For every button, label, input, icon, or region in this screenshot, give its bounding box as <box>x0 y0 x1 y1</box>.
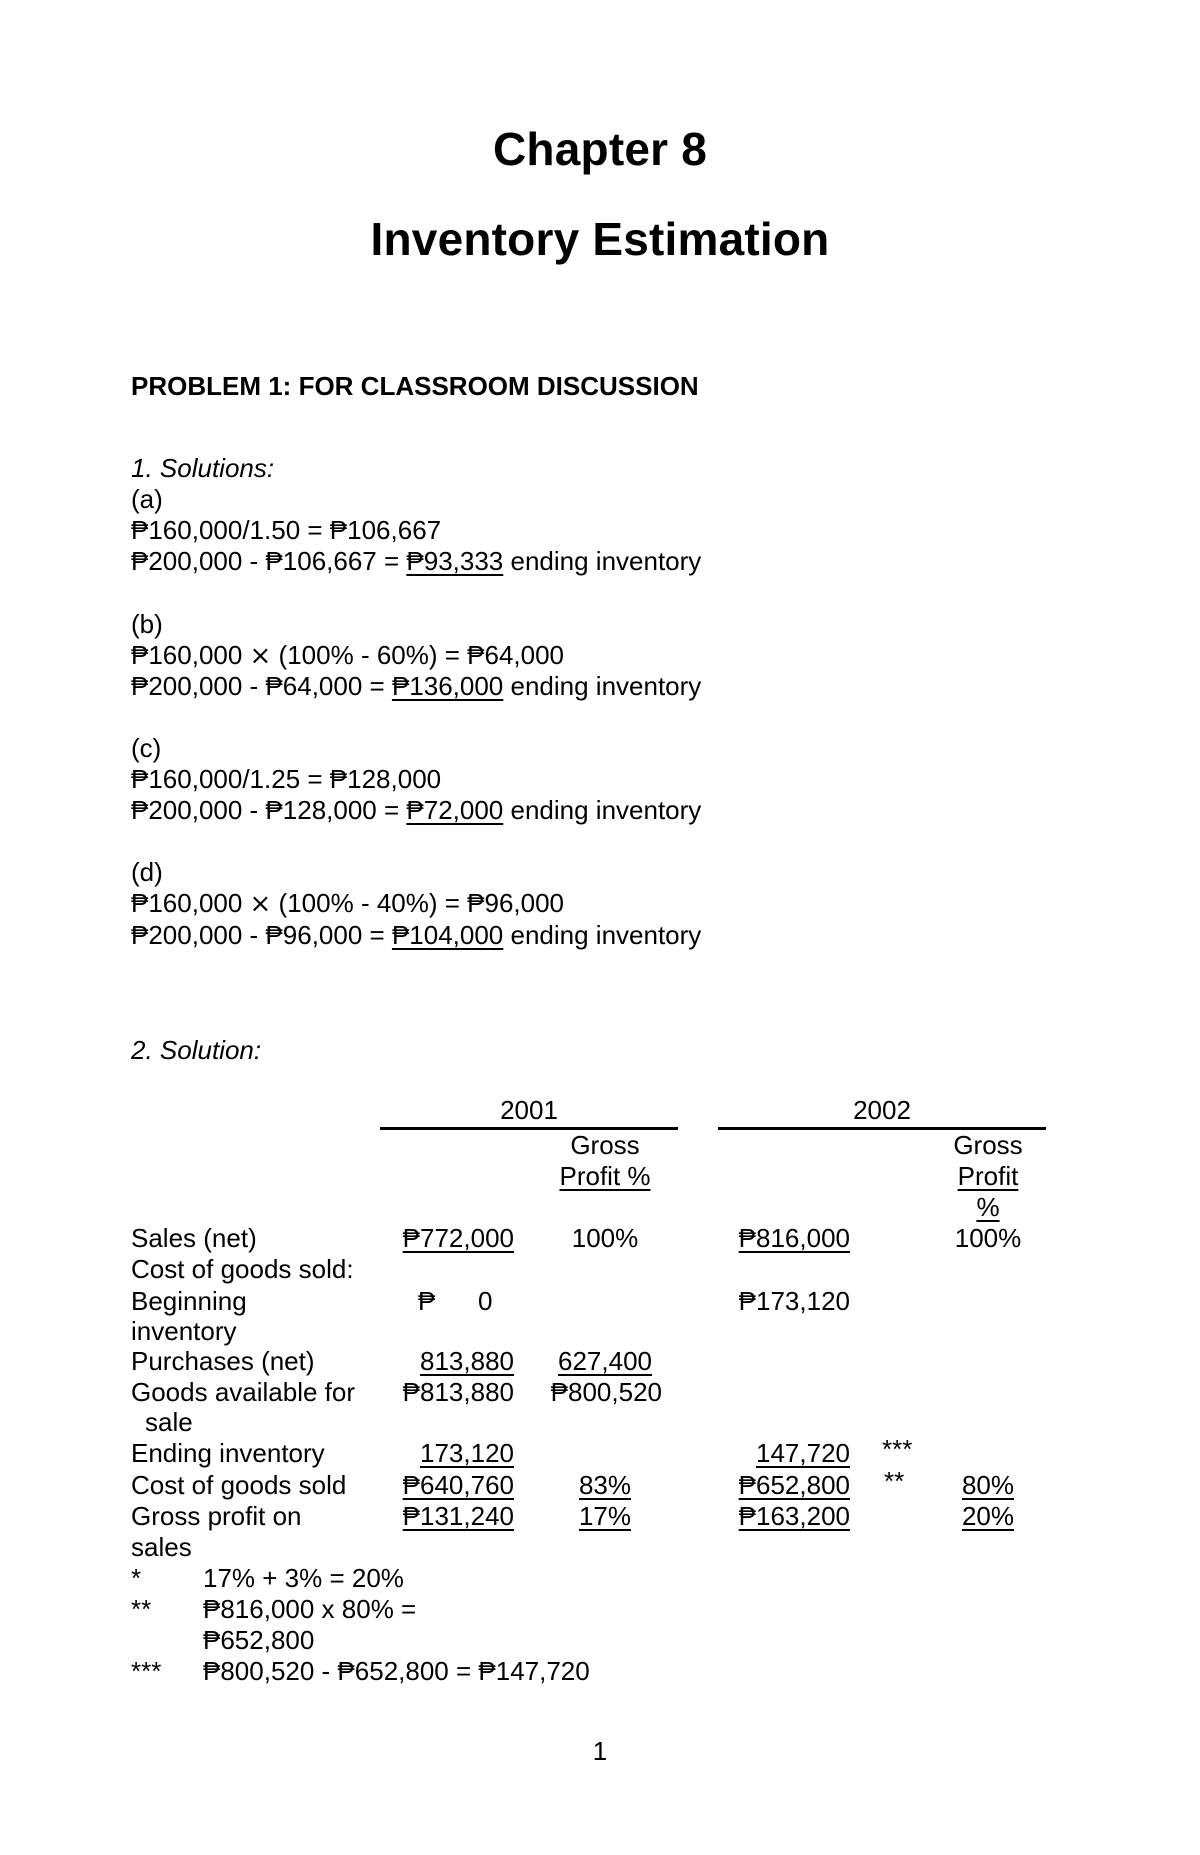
footnote-3-mark: *** <box>131 1656 162 1686</box>
part-b-line1: ₱160,000 ⨯ (100% - 60%) = ₱64,000 <box>131 640 565 670</box>
cgs-2001-pct-value: 83% <box>578 1470 632 1500</box>
cgs-2001-pct <box>540 1470 670 1500</box>
beginning-2001-symbol: ₱ <box>418 1286 436 1316</box>
gp-header-2002-line3 <box>930 1192 1046 1222</box>
part-a-line1: ₱160,000/1.50 = ₱106,667 <box>131 515 442 545</box>
row-label-ending: Ending inventory <box>131 1438 325 1468</box>
gp-2001-value: ₱131,240 <box>402 1501 514 1531</box>
sales-2002-pct: 100% <box>954 1223 1022 1253</box>
beginning-2002-value: ₱173,120 <box>738 1286 850 1316</box>
part-d-amount: ₱104,000 <box>391 920 504 950</box>
footnote-3-text: ₱800,520 - ₱652,800 = ₱147,720 <box>203 1656 590 1686</box>
row-label-gross-profit-2: sales <box>131 1532 192 1562</box>
gp-header-2002-text: Profit <box>957 1161 1019 1191</box>
ending-2001-value: 173,120 <box>420 1438 514 1468</box>
row-label-beginning-1: Beginning <box>131 1286 247 1316</box>
row-label-gross-profit-1: Gross profit on <box>131 1501 302 1531</box>
row-label-purchases: Purchases (net) <box>131 1346 315 1376</box>
part-a-line2 <box>131 546 701 576</box>
gp-2001-pct <box>540 1501 670 1531</box>
cgs-2002-pct <box>930 1470 1046 1500</box>
part-a-calc: ₱200,000 - ₱106,667 = <box>131 546 407 576</box>
purchases-2001 <box>380 1346 514 1376</box>
gp-2002-pct-value: 20% <box>961 1501 1015 1531</box>
goods-available-2001: ₱813,880 <box>402 1377 514 1407</box>
year-2002-header: 2002 <box>853 1095 911 1125</box>
cgs-2002-value: ₱652,800 <box>738 1470 850 1500</box>
beginning-2001-value: 0 <box>478 1286 493 1316</box>
gp-header-2002-line2 <box>930 1161 1046 1191</box>
part-d-line2 <box>131 920 701 950</box>
part-a-suffix: ending inventory <box>503 546 702 576</box>
part-d-calc: ₱200,000 - ₱96,000 = <box>131 920 392 950</box>
sales-2001-pct: 100% <box>571 1223 639 1253</box>
ending-2001 <box>380 1438 514 1468</box>
part-d-suffix: ending inventory <box>503 920 702 950</box>
year-2001-header: 2001 <box>500 1095 558 1125</box>
page-title: Inventory Estimation <box>370 213 830 265</box>
gp-2002-value: ₱163,200 <box>738 1501 850 1531</box>
part-b-amount: ₱136,000 <box>391 671 504 701</box>
part-b-tag: (b) <box>131 609 163 639</box>
ending-2002-value: 147,720 <box>756 1438 850 1468</box>
cgs-2001-value: ₱640,760 <box>402 1470 514 1500</box>
q1-label: 1. Solutions: <box>131 453 275 483</box>
row-label-goods-available-1: Goods available for <box>131 1377 356 1407</box>
part-b-suffix: ending inventory <box>503 671 702 701</box>
row-label-beginning-2: inventory <box>131 1316 237 1346</box>
gp-2002-pct <box>930 1501 1046 1531</box>
gp-header-2002-pct: % <box>976 1192 1000 1222</box>
part-b-line2 <box>131 671 701 701</box>
part-c-calc: ₱200,000 - ₱128,000 = <box>131 795 407 825</box>
footnote-2-text-cont: ₱652,800 <box>203 1625 315 1655</box>
sales-2002 <box>710 1223 850 1253</box>
problem-title: PROBLEM 1: FOR CLASSROOM DISCUSSION <box>131 371 699 401</box>
ending-2002 <box>710 1438 850 1468</box>
part-c-suffix: ending inventory <box>503 795 702 825</box>
purchases-2002-value: 627,400 <box>558 1346 652 1376</box>
sales-2002-value: ₱816,000 <box>738 1223 850 1253</box>
gp-2001 <box>380 1501 514 1531</box>
purchases-2001-value: 813,880 <box>420 1346 514 1376</box>
part-c-line1: ₱160,000/1.25 = ₱128,000 <box>131 764 442 794</box>
gp-header-2001-text: Profit % <box>559 1161 651 1191</box>
footnote-2-mark: ** <box>131 1594 152 1624</box>
sales-2001-value: ₱772,000 <box>402 1223 514 1253</box>
part-a-amount: ₱93,333 <box>406 546 504 576</box>
cgs-2001 <box>380 1470 514 1500</box>
sales-2001 <box>380 1223 514 1253</box>
gp-2002 <box>710 1501 850 1531</box>
footnote-2-text: ₱816,000 x 80% = <box>203 1594 417 1624</box>
gp-header-2001-line2 <box>540 1161 670 1191</box>
part-d-line1: ₱160,000 ⨯ (100% - 40%) = ₱96,000 <box>131 888 565 918</box>
part-a-tag: (a) <box>131 484 163 514</box>
row-label-cost-of-goods-sold: Cost of goods sold <box>131 1470 347 1500</box>
cgs-2002 <box>710 1470 850 1500</box>
footnote-1-mark: * <box>131 1563 142 1593</box>
part-c-amount: ₱72,000 <box>406 795 504 825</box>
cgs-2002-pct-value: 80% <box>961 1470 1015 1500</box>
ending-2002-footnote-mark: *** <box>882 1434 913 1464</box>
goods-available-2002: ₱800,520 <box>550 1377 662 1407</box>
part-c-tag: (c) <box>131 733 162 763</box>
row-label-sales: Sales (net) <box>131 1223 257 1253</box>
gp-header-2001-line1: Gross <box>570 1130 640 1160</box>
part-d-tag: (d) <box>131 857 163 887</box>
gp-2001-pct-value: 17% <box>578 1501 632 1531</box>
part-b-calc: ₱200,000 - ₱64,000 = <box>131 671 392 701</box>
q2-label: 2. Solution: <box>131 1035 262 1065</box>
page-number: 1 <box>592 1736 608 1766</box>
row-label-goods-available-2: sale <box>145 1407 193 1437</box>
part-c-line2 <box>131 795 701 825</box>
row-label-cogs-section: Cost of goods sold: <box>131 1254 354 1284</box>
chapter-heading: Chapter 8 <box>493 123 707 175</box>
cgs-2002-footnote-mark: ** <box>884 1466 905 1496</box>
footnote-1-text: 17% + 3% = 20% <box>203 1563 404 1593</box>
gp-header-2002-line1: Gross <box>953 1130 1023 1160</box>
purchases-2002 <box>540 1346 652 1376</box>
